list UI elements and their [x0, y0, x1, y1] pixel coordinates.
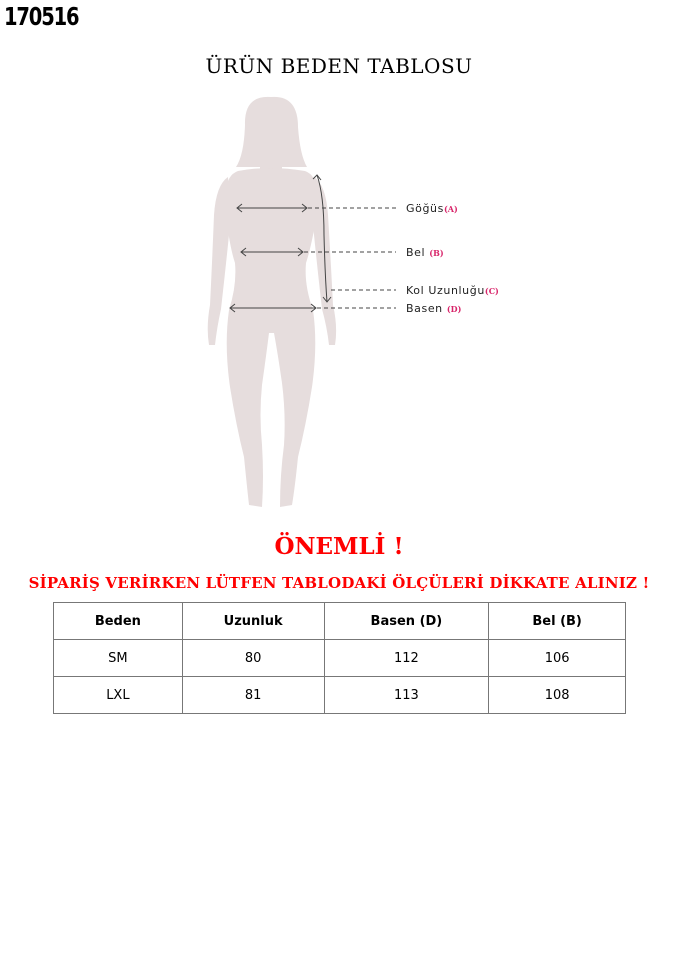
- measurement-label-waist: Bel (B): [406, 246, 444, 259]
- product-code: 170516: [4, 2, 79, 31]
- page-title: ÜRÜN BEDEN TABLOSU: [205, 54, 473, 78]
- column-header: Uzunluk: [182, 603, 324, 640]
- measurement-label-hip: Basen (D): [406, 302, 462, 315]
- table-cell: 112: [324, 640, 489, 677]
- table-cell: 81: [182, 677, 324, 714]
- table-cell: 106: [489, 640, 626, 677]
- measurement-code: (C): [484, 286, 499, 296]
- important-heading: ÖNEMLİ !: [274, 533, 404, 560]
- table-cell: 80: [182, 640, 324, 677]
- body-silhouette-figure: [200, 95, 400, 515]
- silhouette-shape: [208, 97, 336, 507]
- measurement-code: (A): [443, 204, 458, 214]
- column-header: Beden: [54, 603, 183, 640]
- table-cell: LXL: [54, 677, 183, 714]
- order-notice: SİPARİŞ VERİRKEN LÜTFEN TABLODAKİ ÖLÇÜLERİ DİKKATE ALINIZ !: [28, 574, 650, 592]
- table-cell: 108: [489, 677, 626, 714]
- measurement-label-sleeve: Kol Uzunluğu(C): [406, 284, 499, 297]
- measurement-code: (B): [429, 248, 444, 258]
- column-header: Bel (B): [489, 603, 626, 640]
- measurement-label-chest: Göğüs(A): [406, 202, 458, 215]
- table-row: [54, 677, 626, 714]
- measurement-code: (D): [446, 304, 462, 314]
- size-table: [53, 602, 626, 714]
- table-row: [54, 640, 626, 677]
- table-cell: SM: [54, 640, 183, 677]
- table-header-row: [54, 603, 626, 640]
- table-cell: 113: [324, 677, 489, 714]
- column-header: Basen (D): [324, 603, 489, 640]
